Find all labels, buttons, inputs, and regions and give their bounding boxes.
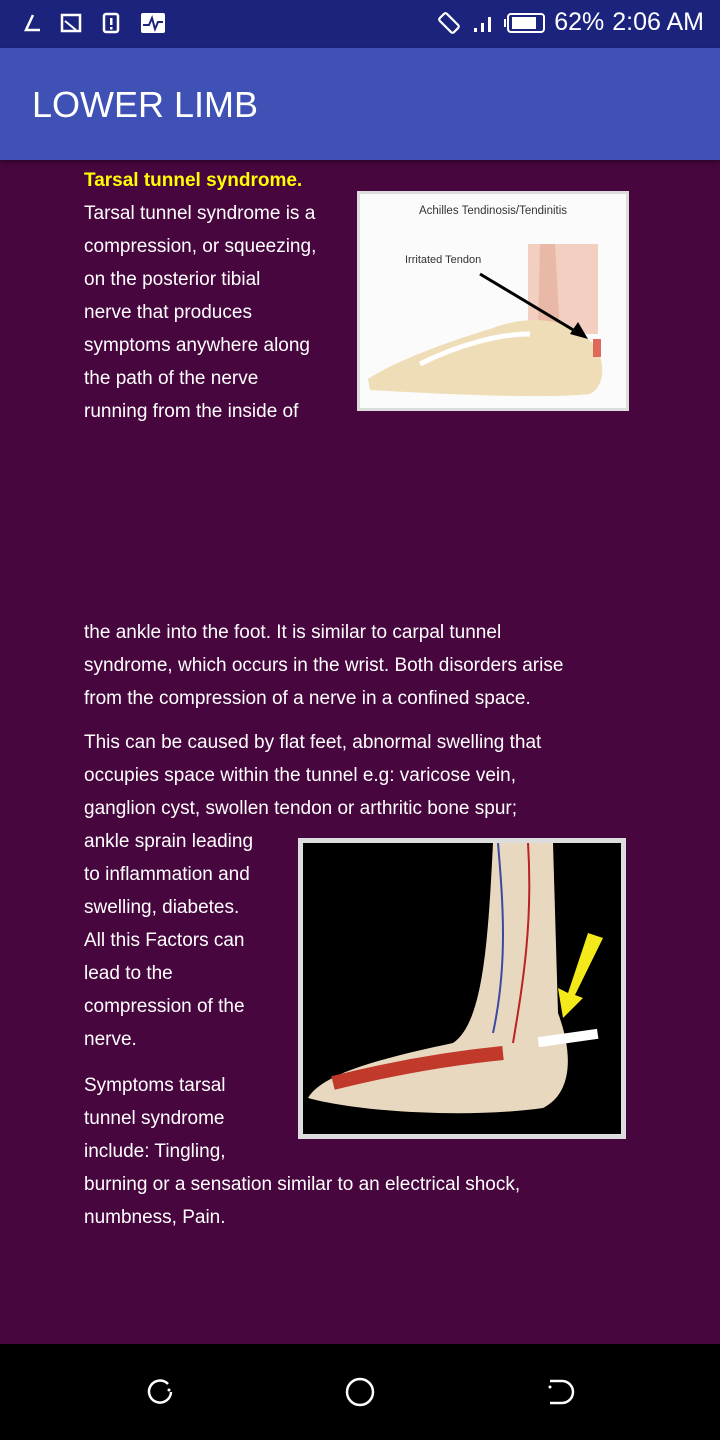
- status-right: [436, 8, 704, 37]
- symptoms-block: [84, 1069, 520, 1234]
- nav-arrow-icon: [22, 12, 44, 34]
- text-line: the path of the nerve: [84, 368, 259, 389]
- continuation-block: [84, 616, 563, 715]
- text-line: Tarsal tunnel syndrome is a: [84, 203, 316, 224]
- text-line: occupies space within the tunnel e.g: varicose vein,: [84, 765, 516, 786]
- home-icon[interactable]: [344, 1376, 376, 1408]
- text-line: tunnel syndrome: [84, 1108, 225, 1129]
- text-line: swelling, diabetes.: [84, 897, 240, 918]
- battery-percent: 62%: [554, 8, 605, 36]
- text-line: compression, or squeezing,: [84, 236, 317, 257]
- text-line: numbness, Pain.: [84, 1207, 226, 1228]
- text-line: This can be caused by flat feet, abnormal swelling that: [84, 732, 542, 753]
- text-line: from the compression of a nerve in a confined space.: [84, 688, 531, 709]
- pulse-app-icon: [140, 12, 166, 34]
- text-line: symptoms anywhere along: [84, 335, 310, 356]
- text-line: the ankle into the foot. It is similar to carpal tunnel: [84, 622, 502, 643]
- app-bar: [0, 48, 720, 160]
- text-line: nerve.: [84, 1029, 137, 1050]
- recent-apps-icon[interactable]: [144, 1376, 176, 1408]
- clock: 2:06 AM: [612, 8, 704, 36]
- text-line: ankle sprain leading: [84, 831, 254, 852]
- text-line: syndrome, which occurs in the wrist. Both disorders arise: [84, 655, 564, 676]
- image-title: Achilles Tendinosis/Tendinitis: [418, 205, 568, 217]
- sim-alert-icon: [100, 12, 122, 34]
- text-line: burning or a sensation similar to an electrical shock,: [84, 1174, 521, 1195]
- text-line: compression of the: [84, 996, 245, 1017]
- text-line: All this Factors can: [84, 930, 245, 951]
- auto-rotate-icon: [436, 10, 462, 36]
- text-line: include: Tingling,: [84, 1141, 226, 1162]
- screen-cast-icon: [60, 12, 82, 34]
- text-line: lead to the: [84, 963, 173, 984]
- achilles-tendon-image: [357, 191, 629, 411]
- navigation-bar: [0, 1344, 720, 1440]
- intro-block: [84, 164, 316, 428]
- text-line: Symptoms tarsal: [84, 1075, 226, 1096]
- page-title: LOWER LIMB: [32, 84, 259, 125]
- image-label: Irritated Tendon: [405, 254, 482, 266]
- status-bar: [0, 0, 720, 48]
- text-line: ganglion cyst, swollen tendon or arthritic bone spur;: [84, 798, 518, 819]
- text-line: running from the inside of: [84, 401, 299, 422]
- section-heading: Tarsal tunnel syndrome.: [84, 170, 303, 191]
- battery-icon: [504, 12, 546, 34]
- text-line: on the posterior tibial: [84, 269, 261, 290]
- text-line: to inflammation and: [84, 864, 250, 885]
- text-line: nerve that produces: [84, 302, 252, 323]
- signal-icon: [470, 12, 496, 34]
- back-icon[interactable]: [544, 1376, 576, 1408]
